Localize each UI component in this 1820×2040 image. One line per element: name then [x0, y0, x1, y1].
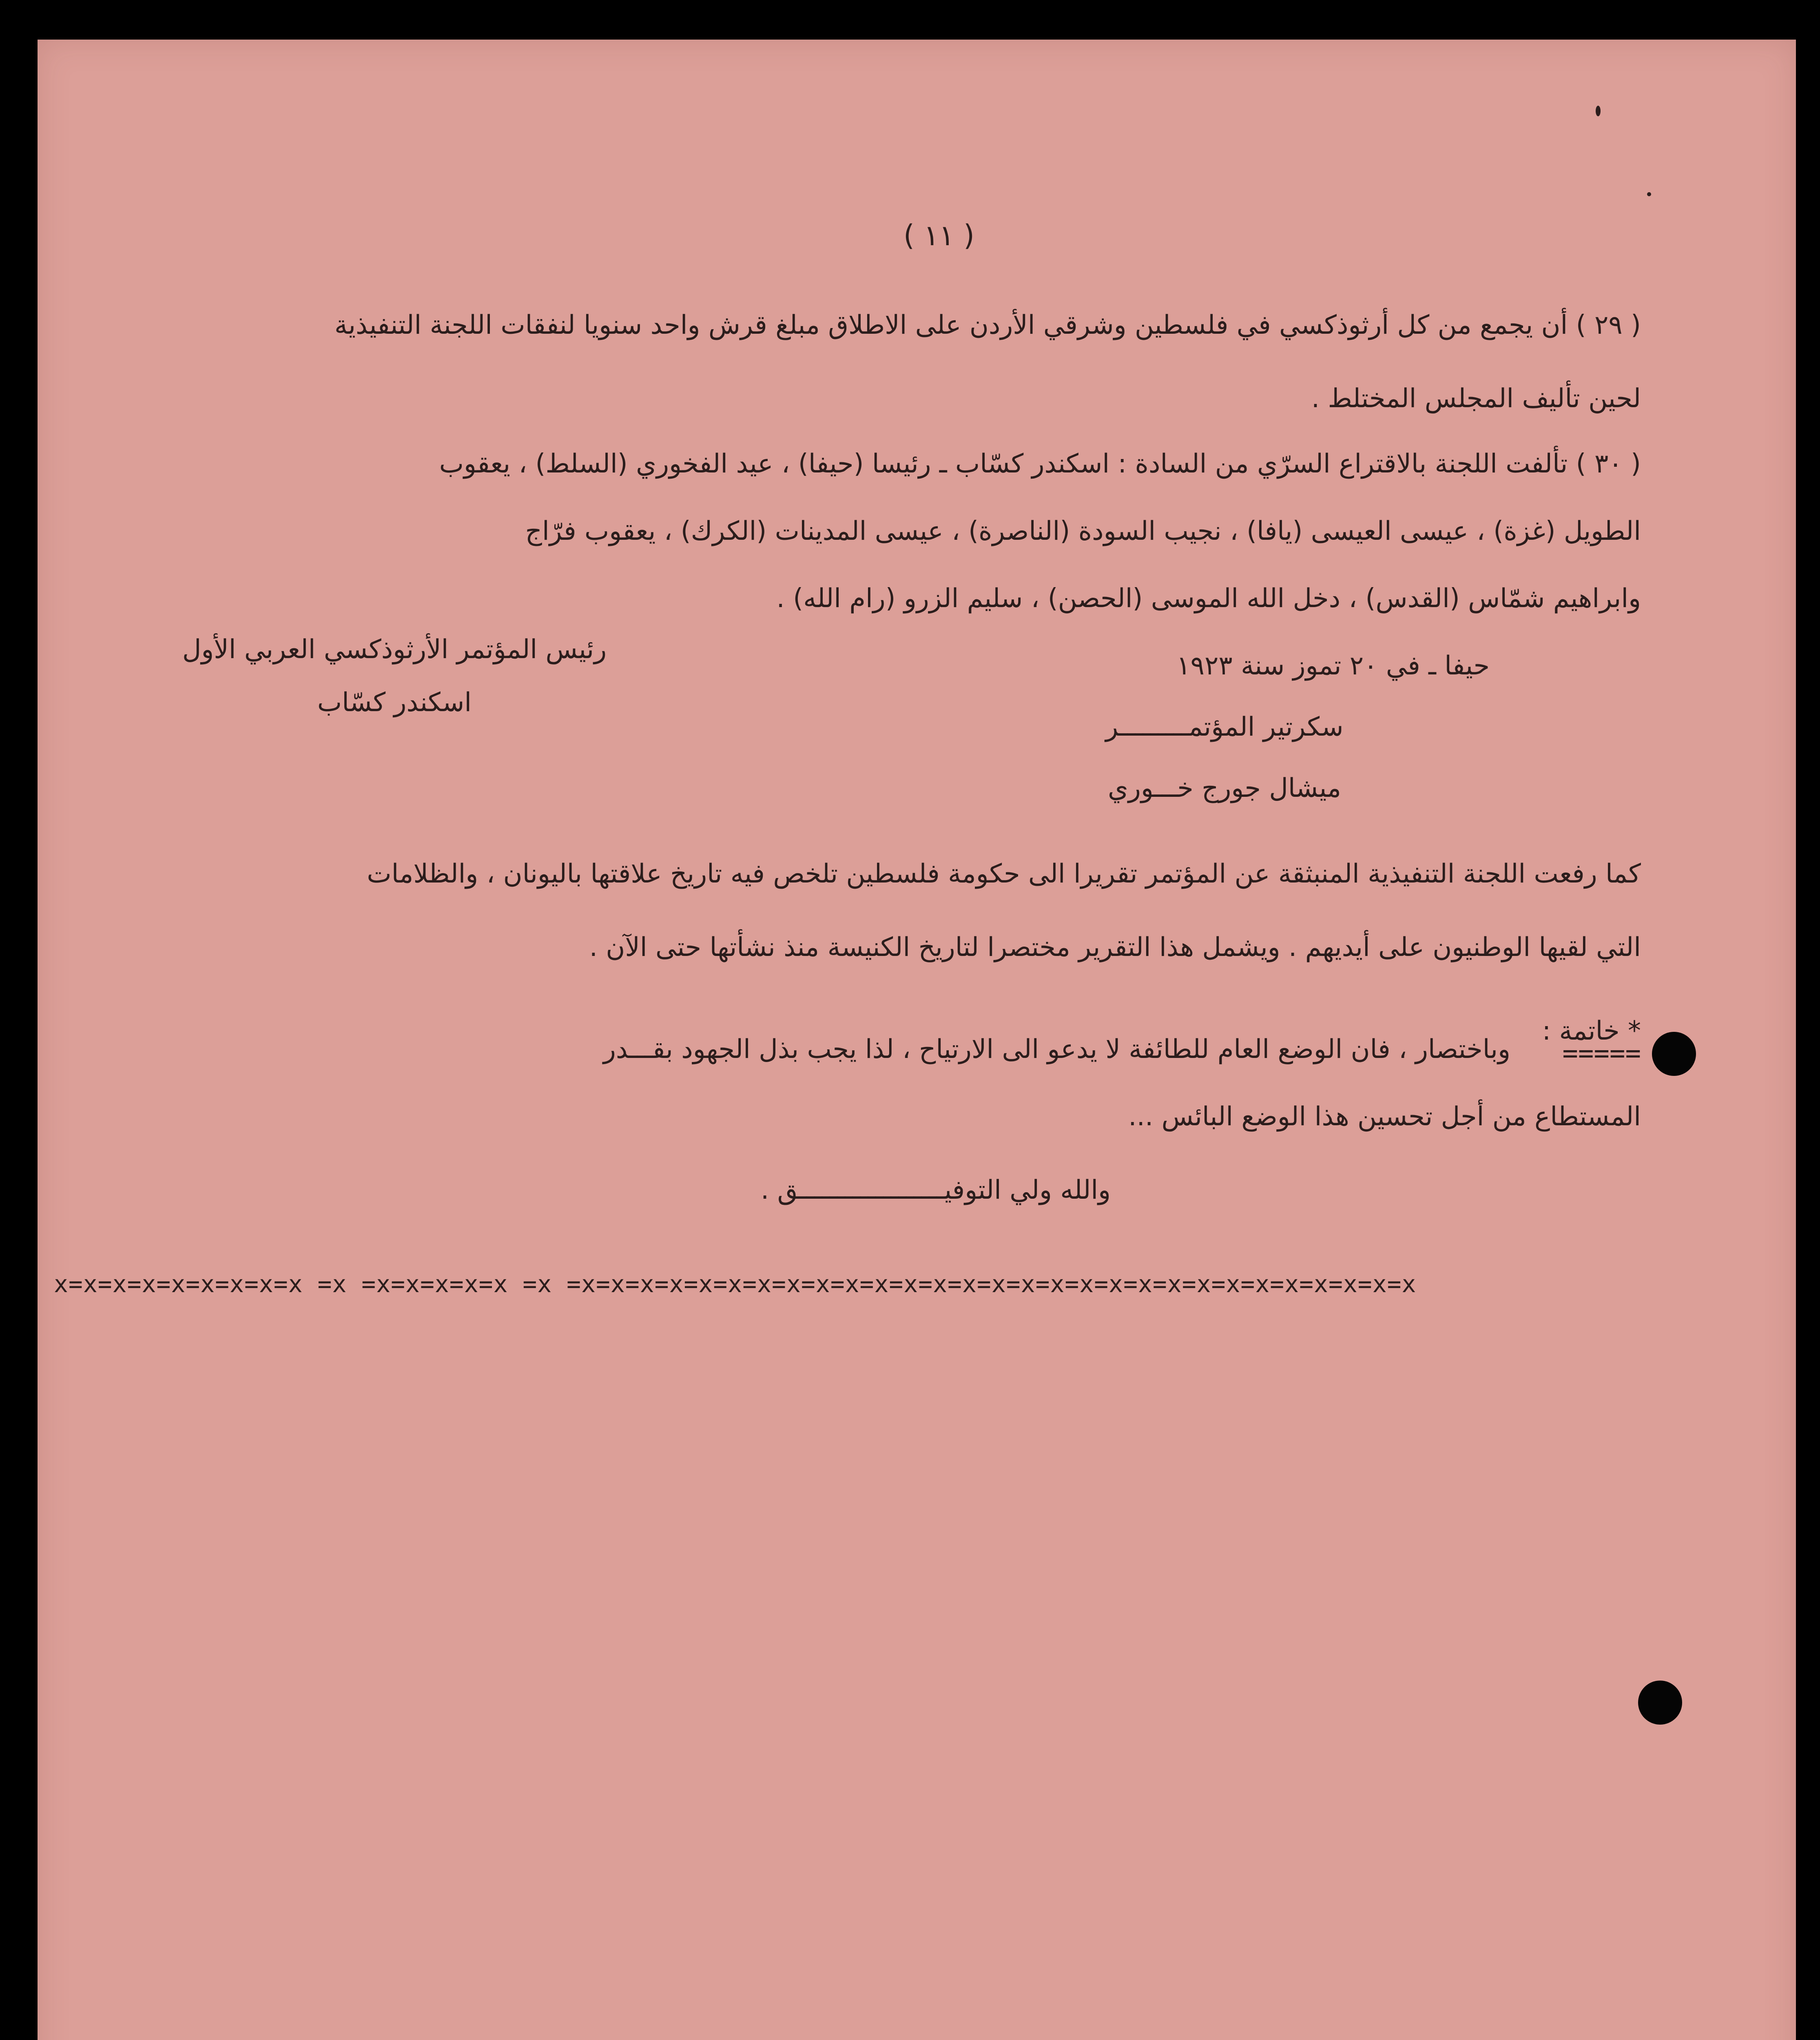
president-title: رئيس المؤتمر الأرثوذكسي العربي الأول: [182, 634, 607, 665]
paragraph-30-line-1: ( ٣٠ ) تألفت اللجنة بالاقتراع السرّي من السادة : اسكندر كسّاب ـ رئيسا (حيفا) ، عيد الفخوري (السلط) ، يعقوب: [439, 449, 1641, 479]
separator-line: x=x=x=x=x=x=x=x=x =x =x=x=x=x=x =x =x=x=x=x=x=x=x=x=x=x=x=x=x=x=x=x=x=x=x=x=x=x=x=x=x=x=x=x=x: [54, 1270, 1417, 1298]
president-name: اسكندر كسّاب: [317, 687, 472, 718]
paragraph-29-line-1: ( ٢٩ ) أن يجمع من كل أرثوذكسي في فلسطين وشرقي الأردن على الاطلاق مبلغ قرش واحد سنويا لنفقات اللجنة التنفيذية: [334, 310, 1641, 340]
signature-block-president: [119, 631, 670, 721]
place-and-date: حيفا ـ في ٢٠ تموز سنة ١٩٢٣: [1176, 651, 1490, 681]
signature-block-secretary: [959, 647, 1490, 807]
punch-hole: [1638, 1681, 1682, 1725]
report-line-2: التي لقيها الوطنيون على أيديهم . ويشمل هذا التقرير مختصرا لتاريخ الكنيسة منذ نشأتها حتى الآن .: [589, 932, 1641, 962]
ink-speck: [1647, 192, 1651, 196]
secretary-title: سكرتير المؤتمـــــــــر: [1105, 712, 1344, 742]
paragraph-30-line-2: الطويل (غزة) ، عيسى العيسى (يافا) ، نجيب السودة (الناصرة) ، عيسى المدينات (الكرك) ، يعقوب فرّاج: [525, 516, 1641, 546]
report-line-1: كما رفعت اللجنة التنفيذية المنبثقة عن المؤتمر تقريرا الى حكومة فلسطين تلخص فيه تاريخ علاقتها باليونان ، والظلامات: [367, 859, 1641, 889]
paragraph-30-line-3: وابراهيم شمّاس (القدس) ، دخل الله الموسى (الحصن) ، سليم الزرو (رام الله) .: [776, 583, 1641, 614]
paragraph-29-line-2: لحين تأليف المجلس المختلط .: [1311, 384, 1641, 414]
closing-line: والله ولي التوفيـــــــــــــــــــق .: [761, 1175, 1111, 1205]
punch-hole: [1652, 1032, 1696, 1076]
secretary-name: ميشال جورج خـــوري: [1107, 773, 1342, 803]
conclusion-line-1: وباختصار ، فان الوضع العام للطائفة لا يدعو الى الارتياح ، لذا يجب بذل الجهود بقـــدر: [603, 1034, 1510, 1064]
page-number: ( ١١ ): [903, 219, 975, 252]
ink-speck: [1596, 106, 1601, 116]
conclusion-heading-underline: =====: [1562, 1038, 1641, 1069]
conclusion-line-2: المستطاع من أجل تحسين هذا الوضع البائس ...: [1128, 1102, 1641, 1132]
conclusion-heading: * خاتمة :: [1542, 1016, 1641, 1046]
document-page: [38, 40, 1796, 2040]
